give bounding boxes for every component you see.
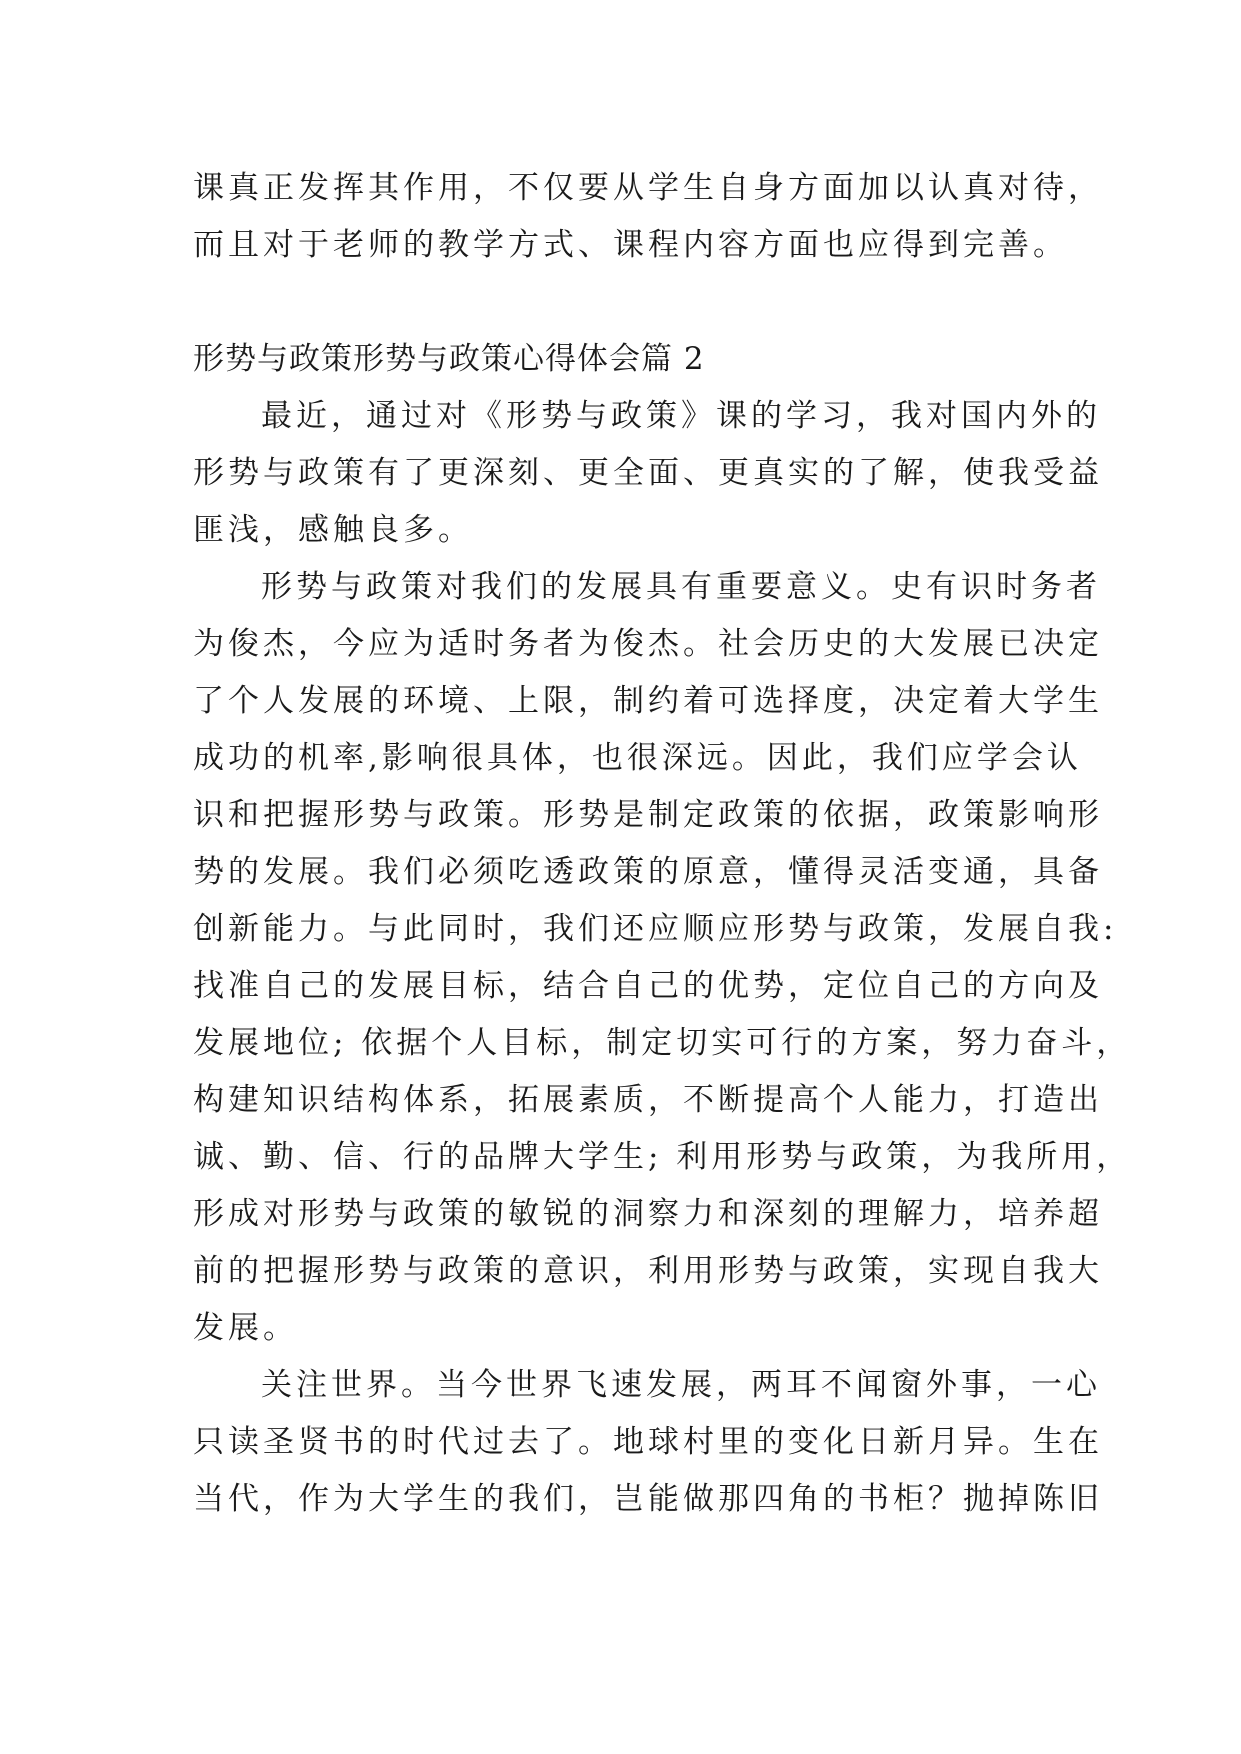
text-line: 形势与政策对我们的发展具有重要意义。史有识时务者 bbox=[261, 569, 1101, 605]
text-line: 形成对形势与政策的敏锐的洞察力和深刻的理解力，培养超 bbox=[193, 1196, 1103, 1232]
text-line: 成功的机率,影响很具体，也很深远。因此，我们应学会认 bbox=[193, 740, 1082, 776]
text-line: 只读圣贤书的时代过去了。地球村里的变化日新月异。生在 bbox=[193, 1424, 1103, 1460]
text-line: 找准自己的发展目标，结合自己的优势，定位自己的方向及 bbox=[193, 968, 1103, 1004]
text-line: 发展地位; 依据个人目标，制定切实可行的方案，努力奋斗， bbox=[193, 1025, 1132, 1061]
text-line: 识和把握形势与政策。形势是制定政策的依据，政策影响形 bbox=[193, 797, 1103, 833]
text-line: 形势与政策有了更深刻、更全面、更真实的了解，使我受益 bbox=[193, 455, 1103, 491]
text-line: 势的发展。我们必须吃透政策的原意，懂得灵活变通，具备 bbox=[193, 854, 1103, 890]
text-line: 当代，作为大学生的我们，岂能做那四角的书柜？抛掉陈旧 bbox=[193, 1481, 1103, 1517]
document-body bbox=[193, 160, 1132, 1528]
paragraph-2 bbox=[193, 559, 1132, 1357]
text-line: 而且对于老师的教学方式、课程内容方面也应得到完善。 bbox=[193, 227, 1068, 263]
paragraph-1 bbox=[193, 388, 1103, 559]
text-line: 构建知识结构体系，拓展素质，不断提高个人能力，打造出 bbox=[193, 1082, 1103, 1118]
section-title: 形势与政策形势与政策心得体会篇 2 bbox=[193, 341, 705, 377]
text-line: 创新能力。与此同时，我们还应顺应形势与政策，发展自我: bbox=[193, 911, 1118, 947]
text-line: 了个人发展的环境、上限，制约着可选择度，决定着大学生 bbox=[193, 683, 1103, 719]
text-line: 诚、勤、信、行的品牌大学生; 利用形势与政策，为我所用， bbox=[193, 1139, 1132, 1175]
text-line: 最近，通过对《形势与政策》课的学习，我对国内外的 bbox=[261, 398, 1101, 434]
text-line: 发展。 bbox=[193, 1310, 298, 1346]
text-line: 关注世界。当今世界飞速发展，两耳不闻窗外事，一心 bbox=[261, 1367, 1101, 1403]
text-line: 课真正发挥其作用，不仅要从学生自身方面加以认真对待， bbox=[193, 170, 1103, 206]
text-line: 前的把握形势与政策的意识，利用形势与政策，实现自我大 bbox=[193, 1253, 1103, 1289]
text-line: 匪浅，感触良多。 bbox=[193, 512, 473, 548]
paragraph-3 bbox=[193, 1357, 1103, 1528]
text-line: 为俊杰，今应为适时务者为俊杰。社会历史的大发展已决定 bbox=[193, 626, 1103, 662]
continuation-paragraph bbox=[193, 160, 1103, 274]
